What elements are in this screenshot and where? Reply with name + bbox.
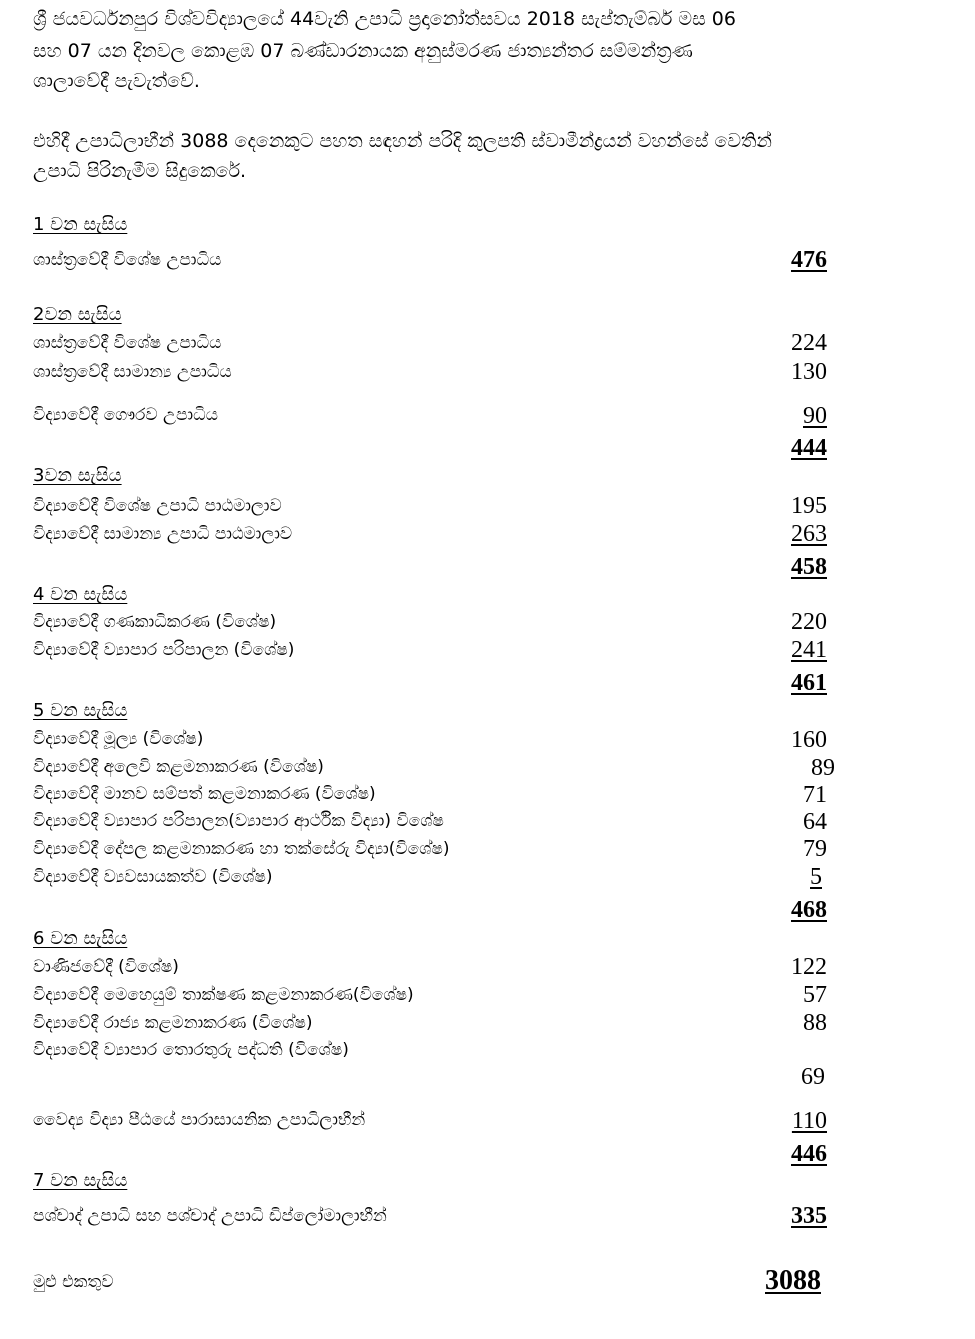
grand-total-label: මුළු එකතුව xyxy=(33,1272,114,1292)
list-item-label: වෛද්‍ය විද්‍යා පීඨයේ පාරාසායනික උපාධිලාභීන් xyxy=(33,1110,366,1130)
list-item-label: විද්‍යාවේදී විශේෂ උපාධි පාඨමාලාව xyxy=(33,496,282,516)
session-total: 461 xyxy=(791,670,827,696)
list-item-label: විද්‍යාවේදී ව්‍යවසායකත්ව (විශේෂ) xyxy=(33,867,273,887)
intro-line-3: ශාලාවේදී පැවැත්වේ. xyxy=(33,70,200,92)
session-total: 446 xyxy=(791,1141,827,1167)
intro-line-2: සහ 07 යන දිනවල කොළඹ 07 බණ්ඩාරනායක අනුස්මරණ ජාත්‍යන්තර සම්මන්ත්‍රණ xyxy=(33,40,693,62)
list-item-label: විද්‍යාවේදී ගෞරව උපාධිය xyxy=(33,405,218,425)
list-item-count: 122 xyxy=(791,954,827,980)
list-item-label: ශාස්ත්‍රවේදී සාමාන්‍ය උපාධිය xyxy=(33,362,232,382)
list-item-count: 160 xyxy=(791,727,827,753)
list-item-count: 71 xyxy=(803,782,827,808)
list-item-label: ශාස්ත්‍රවේදී විශේෂ උපාධිය xyxy=(33,333,222,353)
list-item-count: 79 xyxy=(803,836,827,862)
list-item-label: විද්‍යාවේදී ව්‍යාපාර පරිපාලන(ව්‍යාපාර ආර්ථික විද්‍යා) විශේෂ xyxy=(33,811,444,831)
session-6-heading: 6 වන සැසිය xyxy=(33,928,128,949)
list-item-count: 195 xyxy=(791,493,827,519)
list-item-label: විද්‍යාවේදී රාජ්‍ය කළමනාකරණ (විශේෂ) xyxy=(33,1013,313,1033)
session-5-heading: 5 වන සැසිය xyxy=(33,700,128,721)
list-item-count: 5 xyxy=(810,864,822,890)
list-item-label: විද්‍යාවේදී අලෙවි කළමනාකරණ (විශේෂ) xyxy=(33,757,324,777)
list-item-count: 263 xyxy=(791,521,827,547)
list-item-label: විද්‍යාවේදී ව්‍යාපාර තොරතුරු පද්ධති (විශේෂ) xyxy=(33,1040,349,1060)
list-item-label: විද්‍යාවේදී දේපල කළමනාකරණ හා තක්සේරු විද්‍යා(විශේෂ) xyxy=(33,839,450,859)
list-item-label: විද්‍යාවේදී මෙහෙයුම් තාක්ෂණ කළමනාකරණ(විශේෂ) xyxy=(33,985,414,1005)
list-item-count: 224 xyxy=(791,330,827,356)
list-item-count: 110 xyxy=(791,1108,827,1134)
list-item-count: 476 xyxy=(791,247,827,273)
list-item-label: විද්‍යාවේදී සාමාන්‍ය උපාධි පාඨමාලාව xyxy=(33,524,293,544)
list-item-label: වාණිජවේදී (විශේෂ) xyxy=(33,957,179,977)
session-2-heading: 2වන සැසිය xyxy=(33,304,122,325)
list-item-label: ශාස්ත්‍රවේදී විශේෂ උපාධිය xyxy=(33,250,222,270)
list-item-label: පශ්චාද් උපාධි සහ පශ්චාද් උපාධි ඩිප්ලෝමාලාභීන් xyxy=(33,1206,387,1226)
session-1-heading: 1 වන සැසිය xyxy=(33,214,128,235)
list-item-count: 220 xyxy=(791,609,827,635)
list-item-label: විද්‍යාවේදී ව්‍යාපාර පරිපාලන (විශේෂ) xyxy=(33,640,295,660)
list-item-count: 89 xyxy=(811,755,835,781)
list-item-count: 57 xyxy=(803,982,827,1008)
grand-total-value: 3088 xyxy=(765,1265,821,1296)
intro-line-1: ශ්‍රී ජයවර්ධනපුර විශ්වවිද්‍යාලයේ 44වැනි උපාධි ප්‍රදානෝත්සවය 2018 සැප්තැම්බර් මස 06 xyxy=(33,8,736,30)
list-item-count: 88 xyxy=(803,1010,827,1036)
list-item-label: විද්‍යාවේදී ගණකාධිකරණ (විශේෂ) xyxy=(33,612,277,632)
list-item-count: 90 xyxy=(803,403,827,429)
list-item-count: 241 xyxy=(791,637,827,663)
list-item-label: විද්‍යාවේදී මූල්‍ය (විශේෂ) xyxy=(33,729,204,749)
session-total: 468 xyxy=(791,897,827,923)
list-item-count: 64 xyxy=(803,809,827,835)
session-3-heading: 3වන සැසිය xyxy=(33,465,122,486)
list-item-count: 69 xyxy=(801,1064,825,1090)
list-item-count: 335 xyxy=(791,1203,827,1229)
session-4-heading: 4 වන සැසිය xyxy=(33,584,128,605)
list-item-count: 130 xyxy=(791,359,827,385)
session-total: 458 xyxy=(791,554,827,580)
session-7-heading: 7 වන සැසිය xyxy=(33,1170,128,1191)
intro-line-4: එහිදී උපාධිලාභීන් 3088 දෙනෙකුට පහත සඳහන් පරිදි කුලපති ස්වාමීන්ද්‍රයන් වහන්සේ වෙතින් xyxy=(33,130,772,152)
session-total: 444 xyxy=(791,435,827,461)
list-item-label: විද්‍යාවේදී මානව සම්පත් කළමනාකරණ (විශේෂ) xyxy=(33,784,376,804)
intro-line-5: උපාධි පිරිනැමීම සිදුකෙරේ. xyxy=(33,160,247,182)
